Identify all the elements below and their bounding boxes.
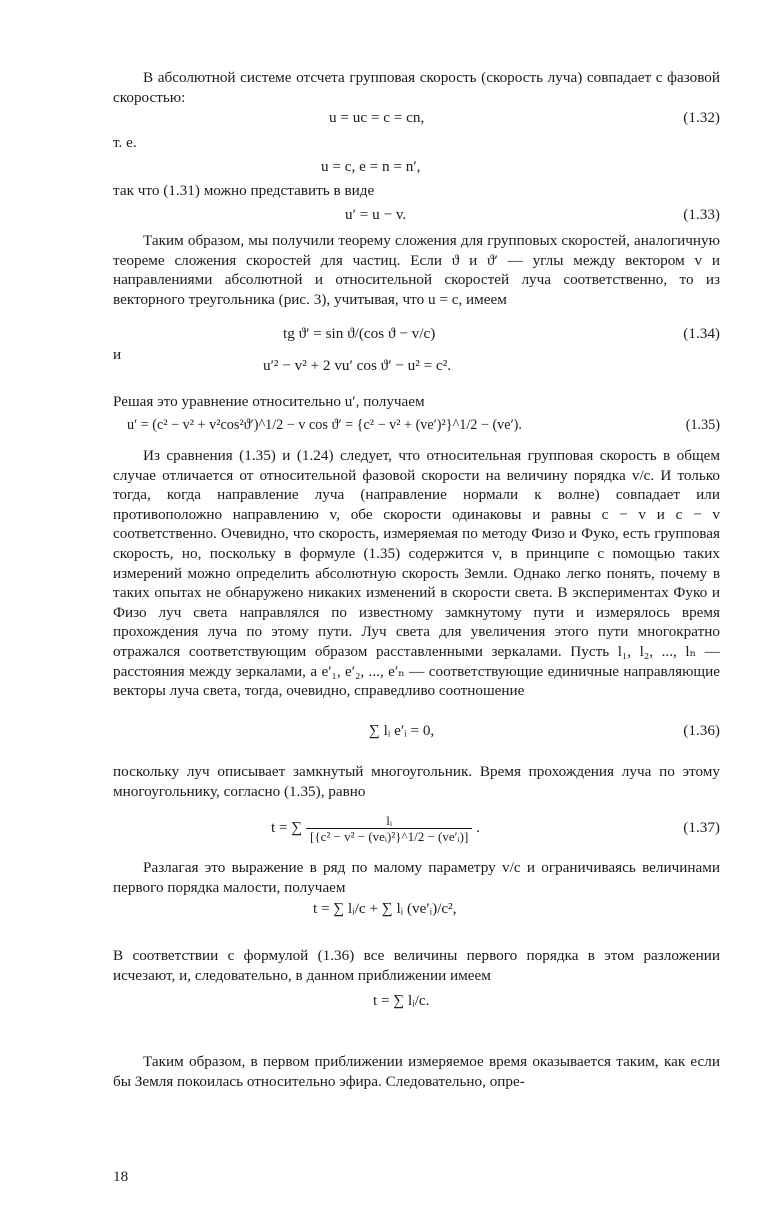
equation-1-37-number: (1.37) (683, 819, 720, 836)
equation-te-formula: u = c, e = n = n′, (321, 158, 421, 175)
equation-1-35 (113, 414, 720, 436)
paragraph-comparison: Из сравнения (1.35) и (1.24) следует, что относительная групповая скорость в общем случае отличается от относительной фазовой скорости на величину порядка v/c. И только тогда, когда направление луча (направление нормали к волне) совпадает или противоположно направлению v, обе скорости одинаковы и равны c − v и c − v соответственно. Очевидно, что скорость, измеряемая по методу Физо и Фуко, есть групповая скорость, но, поскольку в формуле (1.35) содержится v, в принципе с помощью таких измерений можно определить абсолютную скорость Земли. Однако легко понять, почему в таких опытах не обнаружено никаких изменений в скорости света. В экспериментах Фуко и Физо луч света направлялся по известному замкнутому пути и измерялось время прохождения луча по этому пути. Луч света для увеличения этого пути многократно отражался соответствующим образом расставленными зеркалами. Пусть l₁, l₂, ..., lₙ — расстояния между зеркалами, а e′₁, e′₂, ..., e′ₙ — соответствующие единичные направляющие векторы луча света, тогда, очевидно, справедливо соотношение (113, 447, 720, 700)
page-number: 18 (113, 1168, 129, 1185)
equation-1-34b (113, 355, 720, 377)
equation-1-34-number: (1.34) (683, 325, 720, 342)
equation-1-37 (113, 808, 720, 848)
equation-1-35-formula: u′ = (c² − v² + v²cos²ϑ′)^1/2 − v cos ϑ′ = {c² − v² + (ve′)²}^1/2 − (ve′). (127, 417, 522, 433)
equation-1-39-formula: t = ∑ lᵢ/c. (373, 992, 430, 1009)
equation-1-38 (113, 898, 720, 920)
paragraph-conclusion: Таким образом, в первом приближении измеряемое время оказывается таким, как если бы Земля покоилась относительно эфира. Следовательно, опре- (113, 1053, 720, 1090)
equation-1-33-formula: u′ = u − v. (345, 206, 407, 223)
equation-1-34 (113, 323, 720, 345)
paragraph-expansion: Разлагая это выражение в ряд по малому параметру v/c и ограничиваясь величинами первого порядка малости, получаем (113, 859, 720, 896)
equation-1-33-number: (1.33) (683, 206, 720, 223)
paragraph-closed-polygon: поскольку луч описывает замкнутый многоугольник. Время прохождения луча по этому многоугольнику, согласно (1.35), равно (113, 763, 720, 800)
equation-1-39 (113, 990, 720, 1012)
equation-1-33 (113, 204, 720, 226)
equation-1-32-formula: u = uc = c = cn, (329, 109, 425, 126)
equation-1-37-prefix: t = ∑ (271, 819, 303, 836)
equation-1-36-formula: ∑ lᵢ e′ᵢ = 0, (369, 722, 435, 739)
equation-1-32-number: (1.32) (683, 109, 720, 126)
paragraph-first-order: В соответствии с формулой (1.36) все величины первого порядка в этом разложении исчезают, и, следовательно, в данном приближении имеем (113, 947, 720, 984)
equation-1-37-numerator: lᵢ (306, 813, 472, 829)
equation-1-37-formula (271, 808, 480, 848)
paragraph-and: и (113, 346, 122, 363)
equation-1-37-fraction (306, 813, 472, 844)
paragraph-addition-theorem: Таким образом, мы получили теорему сложения для групповых скоростей, аналогичную теореме сложения скоростей для частиц. Если ϑ и ϑ′ — углы между вектором v и направлениями абсолютной и относительной скоростей луча соответственно, то из векторного треугольника (рис. 3), учитывая, что u = c, имеем (113, 232, 720, 308)
equation-1-34-formula: tg ϑ′ = sin ϑ/(cos ϑ − v/c) (283, 325, 436, 342)
paragraph-te: т. е. (113, 134, 137, 151)
paragraph-rewrite: так что (1.31) можно представить в виде (113, 182, 375, 199)
paragraph-solving: Решая это уравнение относительно u′, получаем (113, 393, 425, 410)
equation-1-32 (113, 107, 720, 129)
paragraph-group-velocity: В абсолютной системе отсчета групповая скорость (скорость луча) совпадает с фазовой скоростью: (113, 69, 720, 106)
equation-1-37-period: . (476, 819, 480, 836)
equation-te (113, 156, 720, 178)
equation-1-36-number: (1.36) (683, 722, 720, 739)
equation-1-35-number: (1.35) (685, 417, 720, 433)
equation-1-34b-formula: u′² − v² + 2 vu′ cos ϑ′ − u² = c². (263, 357, 452, 374)
equation-1-37-denominator: [{c² − v² − (veᵢ)²}^1/2 − (ve′ᵢ)] (310, 829, 469, 845)
equation-1-36 (113, 720, 720, 742)
equation-1-38-formula: t = ∑ lᵢ/c + ∑ lᵢ (ve′ᵢ)/c², (313, 900, 457, 917)
